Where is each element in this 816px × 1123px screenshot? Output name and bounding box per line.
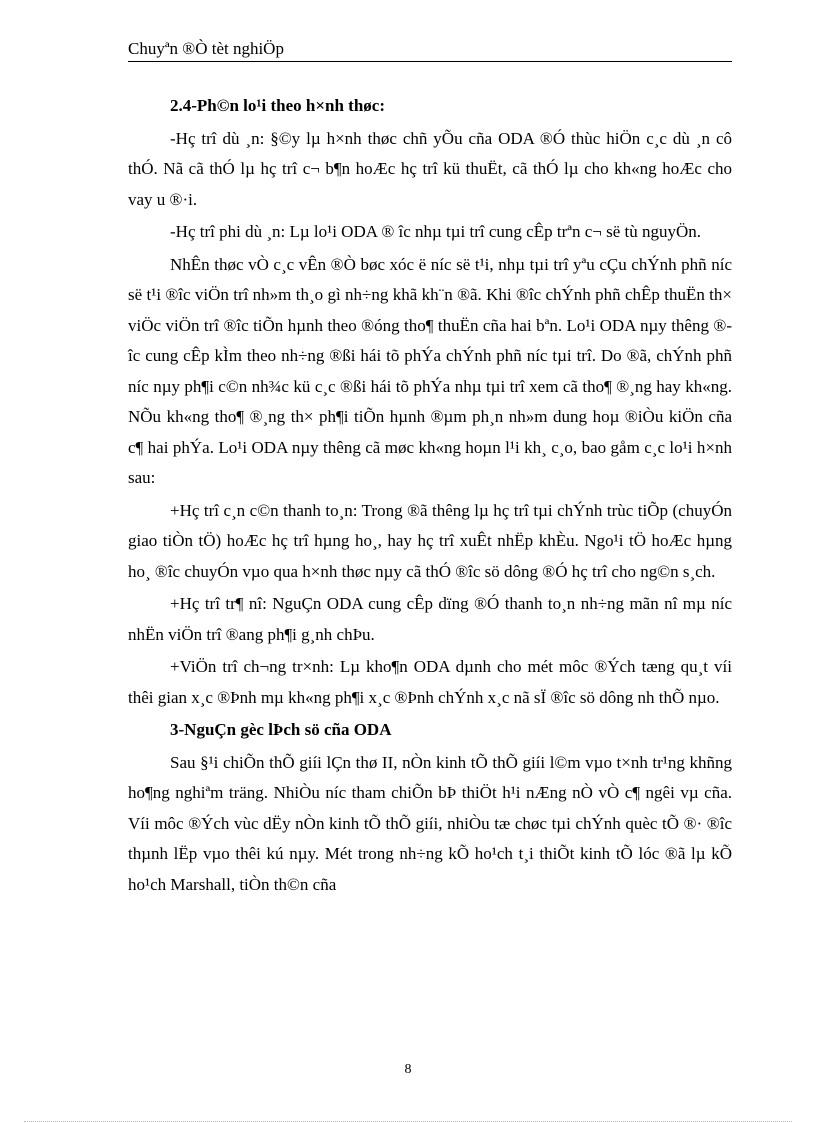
running-header: Chuyªn ®Ò tèt nghiÖp <box>128 39 284 58</box>
header-divider <box>128 61 732 62</box>
paragraph: Sau §¹i chiÕn thÕ giíi lÇn thø II, nÒn kinh tÕ thÕ giíi l©m vµo t×nh tr¹ng khñng ho¶ng nghiªm träng. NhiÒu níc tham chiÕn bÞ thiÖt h¹i nÆng nÒ vÒ c¶ ngêi vµ cña. Víi môc ®Ých vùc dËy nÒn kinh tÕ thÕ giíi, nhiÒu tæ chøc tµi chÝnh quèc tÕ ®· ®îc thµnh lËp vµo thêi kú nµy. Mét trong nh÷ng kÕ ho¹ch t¸i thiÕt kinh tÕ lóc ®ã lµ kÕ ho¹ch Marshall, tiÒn th©n cña <box>128 752 732 894</box>
paragraph: +Hç trî tr¶ nî: NguÇn ODA cung cÊp dïng ®Ó thanh to¸n nh÷ng mãn nî mµ níc nhËn viÖn trî ®ang ph¶i g¸nh chÞu. <box>128 594 732 644</box>
paragraph: +ViÖn trî ch¬ng tr×nh: Lµ kho¶n ODA dµnh cho mét môc ®Ých tæng qu¸t víi thêi gian x¸c ®Þnh mµ kh«ng ph¶i x¸c ®Þnh chÝnh x¸c nã sÏ ®îc sö dông nh thÕ nµo. <box>128 657 732 707</box>
section-heading-2-4: 2.4-Ph©n lo¹i theo h×nh thøc: <box>170 96 385 115</box>
page-bottom-edge <box>24 1121 792 1122</box>
paragraph: -Hç trî dù ¸n: §©y lµ h×nh thøc chñ yÕu cña ODA ®Ó thùc hiÖn c¸c dù ¸n cô thÓ. Nã cã thÓ lµ hç trî c¬ b¶n hoÆc hç trî kü thuËt, cã thÓ lµ cho kh«ng hoÆc cho vay u ®·i. <box>128 128 732 209</box>
paragraph: NhÊn thøc vÒ c¸c vÊn ®Ò bøc xóc ë níc së t¹i, nhµ tµi trî yªu cÇu chÝnh phñ níc së t¹i ®îc viÖn trî nh»m th¸o gì nh÷ng khã kh¨n ®ã. Khi ®îc chÝnh phñ chÊp thuËn th× viÖc viÖn trî ®îc tiÕn hµnh theo ®óng tho¶ thuËn cña hai bªn. Lo¹i ODA nµy thêng ®îc cung cÊp kÌm theo nh÷ng ®ßi hái tõ phÝa chÝnh phñ níc tµi trî. Do ®ã, chÝnh phñ níc nµy ph¶i c©n nh¾c kü c¸c ®ßi hái tõ phÝa nhµ tµi trî xem cã tho¶ ®¸ng hay kh«ng. NÕu kh«ng tho¶ ®¸ng th× ph¶i tiÕn hµnh ®µm ph¸n nh»m dung hoµ ®iÒu kiÖn cña c¶ hai phÝa. Lo¹i ODA nµy thêng cã møc kh«ng hoµn l¹i kh¸ c¸o, bao gåm c¸c lo¹i h×nh sau: <box>128 254 732 487</box>
paragraph: +Hç trî c¸n c©n thanh to¸n: Trong ®ã thêng lµ hç trî tµi chÝnh trùc tiÕp (chuyÓn giao tiÒn tÖ) hoÆc hç trî hµng ho¸, hay hç trî xuÊt nhËp khÈu. Ngo¹i tÖ hoÆc hµng ho¸ ®îc chuyÓn vµo qua h×nh thøc nµy cã thÓ ®îc sö dông ®Ó hç trî cho ng©n s¸ch. <box>128 500 732 581</box>
page-number: 8 <box>404 1062 412 1077</box>
section-heading-3: 3-NguÇn gèc lÞch sö cña ODA <box>170 720 392 739</box>
body-text <box>128 91 732 900</box>
paragraph: -Hç trî phi dù ¸n: Lµ lo¹i ODA ® îc nhµ tµi trî cung cÊp trªn c¬ së tù nguyÖn. <box>170 222 701 241</box>
